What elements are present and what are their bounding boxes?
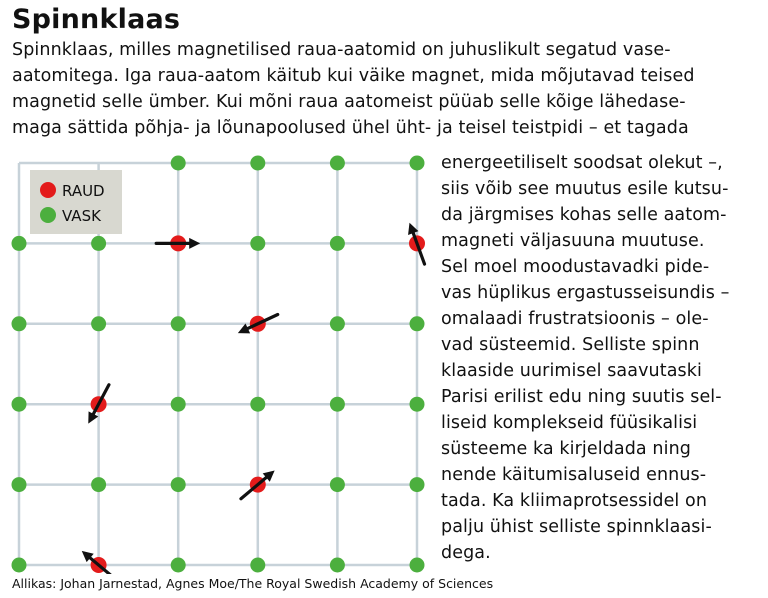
side-line: da järgmises kohas selle aatom- [441, 205, 727, 225]
source-credit: Allikas: Johan Jarnestad, Agnes Moe/The Royal Swedish Academy of Sciences [12, 576, 494, 591]
copper-atom [91, 477, 106, 492]
copper-atom [12, 477, 27, 492]
side-line: energeetiliselt soodsat olekut –, [441, 153, 723, 173]
copper-atom [330, 397, 345, 412]
intro-line: maga sättida põhja- ja lõunapoolused ühel üht- ja teisel teistpidi – et tagada [12, 118, 689, 138]
copper-atom [330, 477, 345, 492]
legend-copper-dot [40, 207, 56, 223]
intro-line: magnetid selle ümber. Kui mõni raua aatomeist püüab selle kõige lähedase- [12, 92, 686, 112]
side-line: Sel moel moodustavadki pide- [441, 257, 710, 277]
page-title: Spinnklaas [12, 4, 181, 35]
side-line: vas hüplikus ergastusseisundis – [441, 283, 730, 303]
copper-atom [12, 397, 27, 412]
copper-atom [171, 397, 186, 412]
side-line: süsteeme ka kirjeldada ning [441, 439, 691, 459]
side-line: nende käitumisaluseid ennus- [441, 465, 707, 485]
intro-line: aatomitega. Iga raua-aatom käitub kui väike magnet, mida mõjutavad teised [12, 66, 695, 86]
copper-atom [250, 558, 265, 573]
copper-atom [410, 558, 425, 573]
copper-atom [91, 236, 106, 251]
side-line: Parisi erilist edu ning suutis sel- [441, 387, 722, 407]
copper-atom [171, 156, 186, 171]
side-line: omalaadi frustratsioonis – ole- [441, 309, 709, 329]
legend-iron-dot [40, 182, 56, 198]
side-line: siis võib see muutus esile kutsu- [441, 179, 729, 199]
copper-atom [171, 477, 186, 492]
copper-atom [12, 236, 27, 251]
legend [30, 170, 122, 234]
copper-atom [250, 156, 265, 171]
side-line: klaaside uurimisel saavutaski [441, 361, 702, 381]
side-line: liseid komplekseid füüsikalisi [441, 413, 698, 433]
copper-atom [410, 477, 425, 492]
copper-atom [330, 236, 345, 251]
copper-atom [250, 236, 265, 251]
side-line: vad süsteemid. Selliste spinn [441, 335, 700, 355]
side-line: dega. [441, 543, 491, 563]
copper-atom [410, 156, 425, 171]
copper-atom [171, 316, 186, 331]
copper-atom [12, 558, 27, 573]
copper-atom [91, 316, 106, 331]
copper-atom [330, 156, 345, 171]
copper-atom [12, 316, 27, 331]
legend-copper-label: VASK [62, 207, 101, 225]
copper-atom [410, 397, 425, 412]
copper-atom [250, 397, 265, 412]
copper-atom [330, 558, 345, 573]
copper-atom [171, 558, 186, 573]
copper-atom [410, 316, 425, 331]
side-line: magneti väljasuuna muutuse. [441, 231, 705, 251]
side-line: palju ühist selliste spinnklaasi- [441, 517, 712, 537]
legend-iron-label: RAUD [62, 182, 105, 200]
intro-line: Spinnklaas, milles magnetilised raua-aatomid on juhuslikult segatud vase- [12, 40, 671, 60]
copper-atom [330, 316, 345, 331]
side-line: tada. Ka kliimaprotsessidel on [441, 491, 708, 511]
